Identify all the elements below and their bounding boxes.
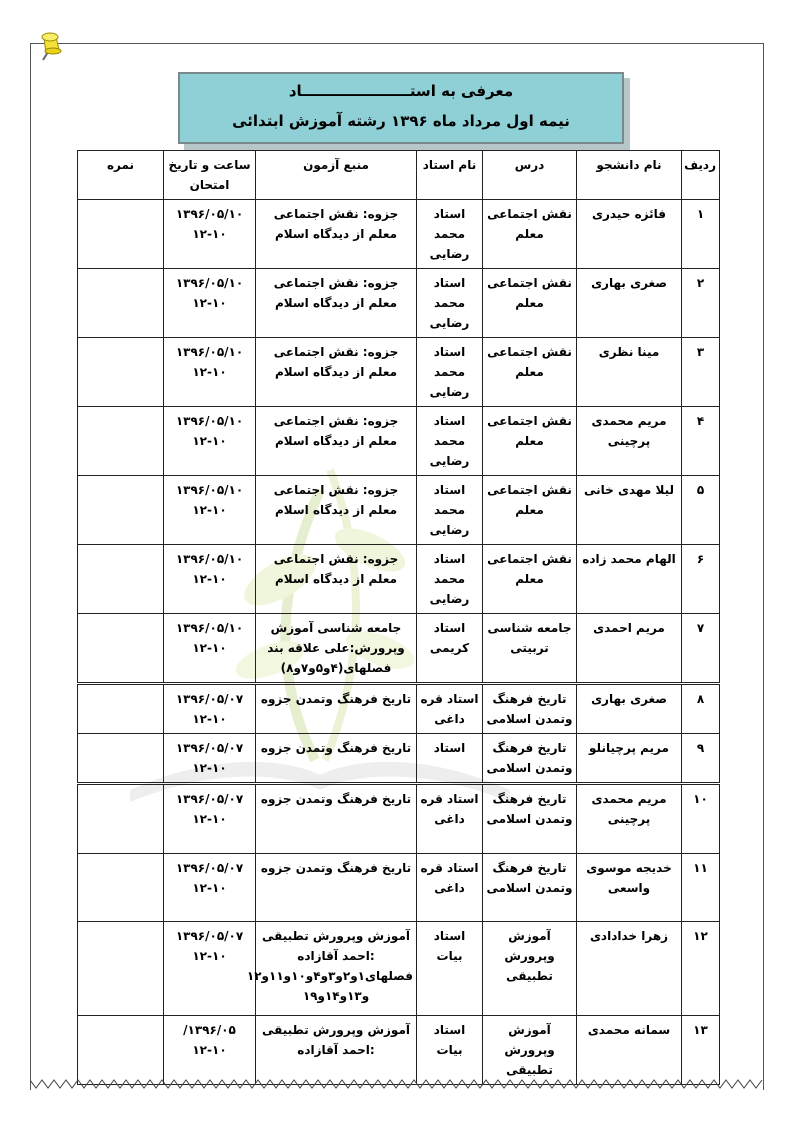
exam-source: جزوه: نقش اجتماعی معلم از دیدگاه اسلام — [256, 200, 417, 269]
title-line-2: نیمه اول مرداد ماه ۱۳۹۶ رشته آموزش ابتدائی — [232, 112, 570, 130]
exam-source: تاریخ فرهنگ وتمدن جزوه — [256, 684, 417, 734]
row-number: ۱۳ — [682, 1016, 720, 1085]
student-name: مریم احمدی — [577, 614, 682, 684]
exam-date-value: ۱۳۹۶/۰۵/۰۷ — [175, 692, 244, 706]
student-name: سمانه محمدی — [577, 1016, 682, 1085]
header-exam-source: منبع آزمون — [256, 151, 417, 200]
course-name: آموزش وپرورش تطبیقی — [483, 1016, 577, 1085]
grade-cell — [78, 1016, 164, 1085]
teacher-name: استاد محمد رضایی — [417, 407, 483, 476]
course-name: آموزش وپرورش تطبیقی — [483, 922, 577, 1016]
exam-date — [164, 407, 256, 476]
table-row — [78, 407, 720, 476]
exam-source: جزوه: نقش اجتماعی معلم از دیدگاه اسلام — [256, 545, 417, 614]
exam-source: تاریخ فرهنگ وتمدن جزوه — [256, 784, 417, 854]
exam-date — [164, 269, 256, 338]
row-number: ۲ — [682, 269, 720, 338]
student-name: الهام محمد زاده — [577, 545, 682, 614]
course-name: تاریخ فرهنگ وتمدن اسلامی — [483, 784, 577, 854]
exam-source: آموزش وپرورش تطبیقی :احمد آقازاده فصلهای۱و۲و۳و۴و۱۰و۱۱و۱۲ و۱۳و۱۴و۱۹ — [256, 922, 417, 1016]
exam-time-value: ۱۲-۱۰ — [192, 434, 227, 448]
course-name: جامعه شناسی تربیتی — [483, 614, 577, 684]
teacher-name: استاد قره داغی — [417, 854, 483, 922]
row-number: ۱۱ — [682, 854, 720, 922]
student-name: مریم محمدی پرچینی — [577, 784, 682, 854]
grade-cell — [78, 734, 164, 784]
table-header-row — [78, 151, 720, 200]
exam-date-value: ۱۳۹۶/۰۵/۰۷ — [175, 741, 244, 755]
exam-table — [77, 150, 720, 1085]
course-name: تاریخ فرهنگ وتمدن اسلامی — [483, 684, 577, 734]
exam-source: جزوه: نقش اجتماعی معلم از دیدگاه اسلام — [256, 338, 417, 407]
table-row — [78, 614, 720, 684]
title-banner — [178, 72, 624, 144]
teacher-name: استاد بیات — [417, 922, 483, 1016]
grade-cell — [78, 476, 164, 545]
student-name: صغری بهاری — [577, 269, 682, 338]
exam-source: تاریخ فرهنگ وتمدن جزوه — [256, 854, 417, 922]
exam-date-value: ۱۳۹۶/۰۵/۱۰ — [175, 345, 244, 359]
course-name: نقش اجتماعی معلم — [483, 545, 577, 614]
grade-cell — [78, 545, 164, 614]
row-number: ۹ — [682, 734, 720, 784]
course-name: نقش اجتماعی معلم — [483, 269, 577, 338]
pushpin-icon — [34, 30, 66, 64]
course-name: تاریخ فرهنگ وتمدن اسلامی — [483, 854, 577, 922]
student-name: مریم پرچیانلو — [577, 734, 682, 784]
exam-time-value: ۱۲-۱۰ — [192, 812, 227, 826]
exam-date — [164, 784, 256, 854]
exam-time-value: ۱۲-۱۰ — [192, 949, 227, 963]
row-number: ۴ — [682, 407, 720, 476]
exam-date-value: ۱۳۹۶/۰۵/۰۷ — [175, 792, 244, 806]
table-row — [78, 338, 720, 407]
table-row — [78, 922, 720, 1016]
exam-source: جزوه: نقش اجتماعی معلم از دیدگاه اسلام — [256, 476, 417, 545]
student-name: مینا نظری — [577, 338, 682, 407]
teacher-name: استاد محمد رضایی — [417, 269, 483, 338]
row-number: ۶ — [682, 545, 720, 614]
title-line-1: معرفی به استـــــــــــــــــــــاد — [288, 82, 514, 100]
exam-date — [164, 684, 256, 734]
exam-date-value: ۱۳۹۶/۰۵/۱۰ — [175, 621, 244, 635]
exam-time-value: ۱۲-۱۰ — [192, 572, 227, 586]
student-name: صغری بهاری — [577, 684, 682, 734]
exam-date — [164, 1016, 256, 1085]
table-row — [78, 269, 720, 338]
teacher-name: استاد محمد رضایی — [417, 200, 483, 269]
student-name: زهرا خدادادی — [577, 922, 682, 1016]
exam-date-value: ۱۳۹۶/۰۵/۱۰ — [175, 276, 244, 290]
table-row — [78, 200, 720, 269]
teacher-name: استاد محمد رضایی — [417, 476, 483, 545]
exam-time-value: ۱۲-۱۰ — [192, 641, 227, 655]
table-row — [78, 476, 720, 545]
exam-date-value: ۱۳۹۶/۰۵/۰۷ — [175, 929, 244, 943]
header-course: درس — [483, 151, 577, 200]
exam-date-value: ۱۳۹۶/۰۵/۱۰ — [175, 483, 244, 497]
table-row — [78, 734, 720, 784]
table-row — [78, 1016, 720, 1085]
exam-date — [164, 200, 256, 269]
row-number: ۸ — [682, 684, 720, 734]
student-name: فائزه حیدری — [577, 200, 682, 269]
row-number: ۷ — [682, 614, 720, 684]
exam-date — [164, 338, 256, 407]
grade-cell — [78, 200, 164, 269]
exam-date-value: ۱۳۹۶/۰۵/ — [183, 1023, 236, 1037]
exam-source: جزوه: نقش اجتماعی معلم از دیدگاه اسلام — [256, 269, 417, 338]
grade-cell — [78, 407, 164, 476]
header-student-name: نام دانشجو — [577, 151, 682, 200]
exam-time-value: ۱۲-۱۰ — [192, 503, 227, 517]
student-name: لیلا مهدی خانی — [577, 476, 682, 545]
row-number: ۱۲ — [682, 922, 720, 1016]
exam-time-value: ۱۲-۱۰ — [192, 881, 227, 895]
course-name: نقش اجتماعی معلم — [483, 200, 577, 269]
grade-cell — [78, 784, 164, 854]
teacher-name: استاد محمد رضایی — [417, 338, 483, 407]
teacher-name: استاد قره داغی — [417, 784, 483, 854]
exam-source: جزوه: نقش اجتماعی معلم از دیدگاه اسلام — [256, 407, 417, 476]
exam-date — [164, 734, 256, 784]
exam-date — [164, 476, 256, 545]
teacher-name: استاد محمد رضایی — [417, 545, 483, 614]
grade-cell — [78, 922, 164, 1016]
course-name: تاریخ فرهنگ وتمدن اسلامی — [483, 734, 577, 784]
exam-source: آموزش وپرورش تطبیقی :احمد آقازاده — [256, 1016, 417, 1085]
exam-date — [164, 922, 256, 1016]
exam-date — [164, 854, 256, 922]
exam-time-value: ۱۲-۱۰ — [192, 1043, 227, 1057]
course-name: نقش اجتماعی معلم — [483, 338, 577, 407]
grade-cell — [78, 614, 164, 684]
exam-time-value: ۱۲-۱۰ — [192, 296, 227, 310]
exam-time-value: ۱۲-۱۰ — [192, 712, 227, 726]
exam-source: جامعه شناسی آموزش وپرورش:علی علاقه بند فصلهای(۴و۵و۷و۸) — [256, 614, 417, 684]
student-name: خدیجه موسوی واسعی — [577, 854, 682, 922]
exam-date-value: ۱۳۹۶/۰۵/۱۰ — [175, 207, 244, 221]
grade-cell — [78, 854, 164, 922]
grade-cell — [78, 684, 164, 734]
header-teacher: نام استاد — [417, 151, 483, 200]
grade-cell — [78, 338, 164, 407]
header-exam-date: ساعت و تاریخ امتحان — [164, 151, 256, 200]
student-name: مریم محمدی پرچینی — [577, 407, 682, 476]
teacher-name: استاد — [417, 734, 483, 784]
table-row — [78, 784, 720, 854]
exam-date-value: ۱۳۹۶/۰۵/۱۰ — [175, 414, 244, 428]
exam-source: تاریخ فرهنگ وتمدن جزوه — [256, 734, 417, 784]
row-number: ۵ — [682, 476, 720, 545]
exam-date-value: ۱۳۹۶/۰۵/۰۷ — [175, 861, 244, 875]
teacher-name: استاد کریمی — [417, 614, 483, 684]
exam-date — [164, 614, 256, 684]
table-row — [78, 684, 720, 734]
table-row — [78, 854, 720, 922]
exam-date — [164, 545, 256, 614]
header-grade: نمره — [78, 151, 164, 200]
grade-cell — [78, 269, 164, 338]
course-name: نقش اجتماعی معلم — [483, 476, 577, 545]
teacher-name: استاد قره داغی — [417, 684, 483, 734]
exam-date-value: ۱۳۹۶/۰۵/۱۰ — [175, 552, 244, 566]
row-number: ۱ — [682, 200, 720, 269]
teacher-name: استاد بیات — [417, 1016, 483, 1085]
row-number: ۱۰ — [682, 784, 720, 854]
row-number: ۳ — [682, 338, 720, 407]
header-row-number: ردیف — [682, 151, 720, 200]
exam-time-value: ۱۲-۱۰ — [192, 761, 227, 775]
exam-time-value: ۱۲-۱۰ — [192, 227, 227, 241]
bottom-zigzag-border — [30, 1076, 764, 1092]
table-row — [78, 545, 720, 614]
exam-time-value: ۱۲-۱۰ — [192, 365, 227, 379]
course-name: نقش اجتماعی معلم — [483, 407, 577, 476]
